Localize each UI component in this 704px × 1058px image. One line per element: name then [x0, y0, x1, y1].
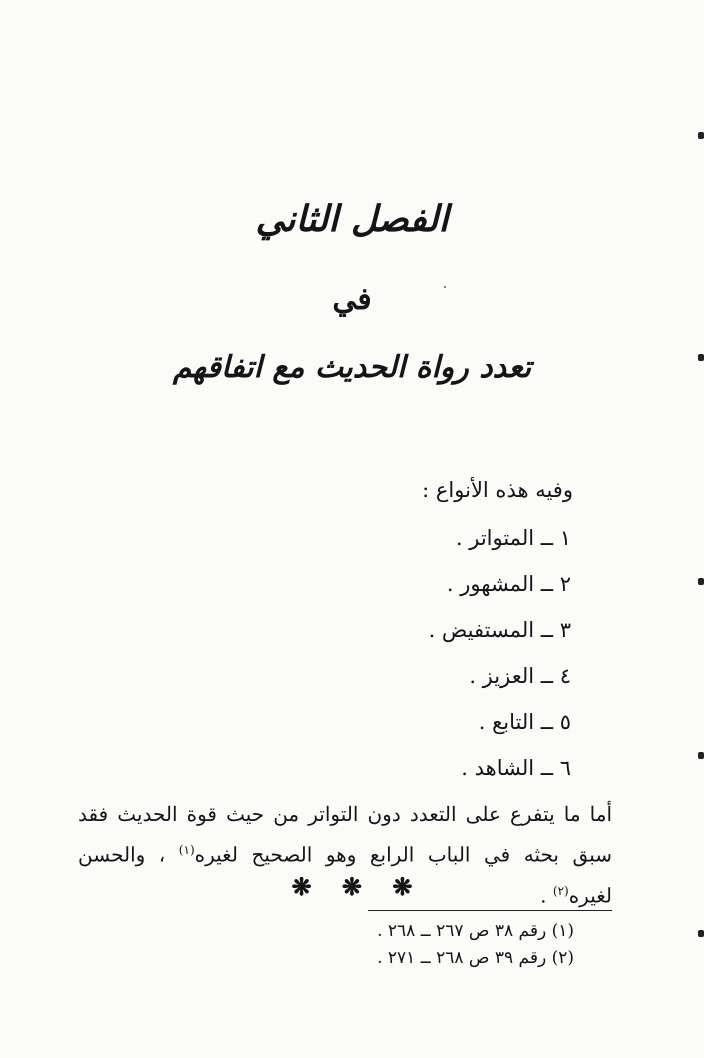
scan-edge-mark — [698, 578, 704, 585]
type-item: ٥ ــ التابع . — [478, 710, 571, 734]
footnote-divider — [368, 910, 612, 911]
chapter-subtitle: تعدد رواة الحديث مع اتفاقهم — [172, 350, 532, 385]
types-list — [429, 526, 571, 802]
paragraph-text: أما ما يتفرع على التعدد دون التواتر من حيث قوة الحديث فقد سبق بحثه في الباب الرابع وهو الصحيح لغيره — [78, 802, 612, 867]
footnote: (٢) رقم ٣٩ ص ٢٦٨ ــ ٢٧١ . — [377, 948, 574, 968]
types-intro: وفيه هذه الأنواع : — [422, 478, 573, 502]
scan-speck — [444, 286, 446, 288]
chapter-preposition: في — [332, 282, 372, 317]
chapter-title: الفصل الثاني — [255, 198, 449, 240]
scan-edge-mark — [698, 354, 704, 361]
footnote: (١) رقم ٣٨ ص ٢٦٧ ــ ٢٦٨ . — [377, 921, 574, 941]
scan-edge-mark — [698, 752, 704, 759]
section-separator: ❋ ❋ ❋ — [291, 872, 413, 901]
paragraph-text: . — [540, 883, 553, 908]
footnote-ref: (١) — [178, 843, 195, 857]
type-item: ٣ ــ المستفيض . — [428, 618, 571, 642]
footnotes — [377, 918, 574, 972]
paragraph-text: ، والحسن لغيره — [78, 842, 612, 908]
type-item: ٦ ــ الشاهد . — [461, 756, 571, 780]
footnote-ref: (٢) — [552, 883, 569, 898]
type-item: ١ ــ المتواتر . — [455, 526, 571, 550]
type-item: ٤ ــ العزيز . — [469, 664, 571, 688]
type-item: ٢ ــ المشهور . — [446, 572, 571, 596]
scan-edge-mark — [698, 930, 704, 937]
scan-edge-mark — [698, 132, 704, 139]
